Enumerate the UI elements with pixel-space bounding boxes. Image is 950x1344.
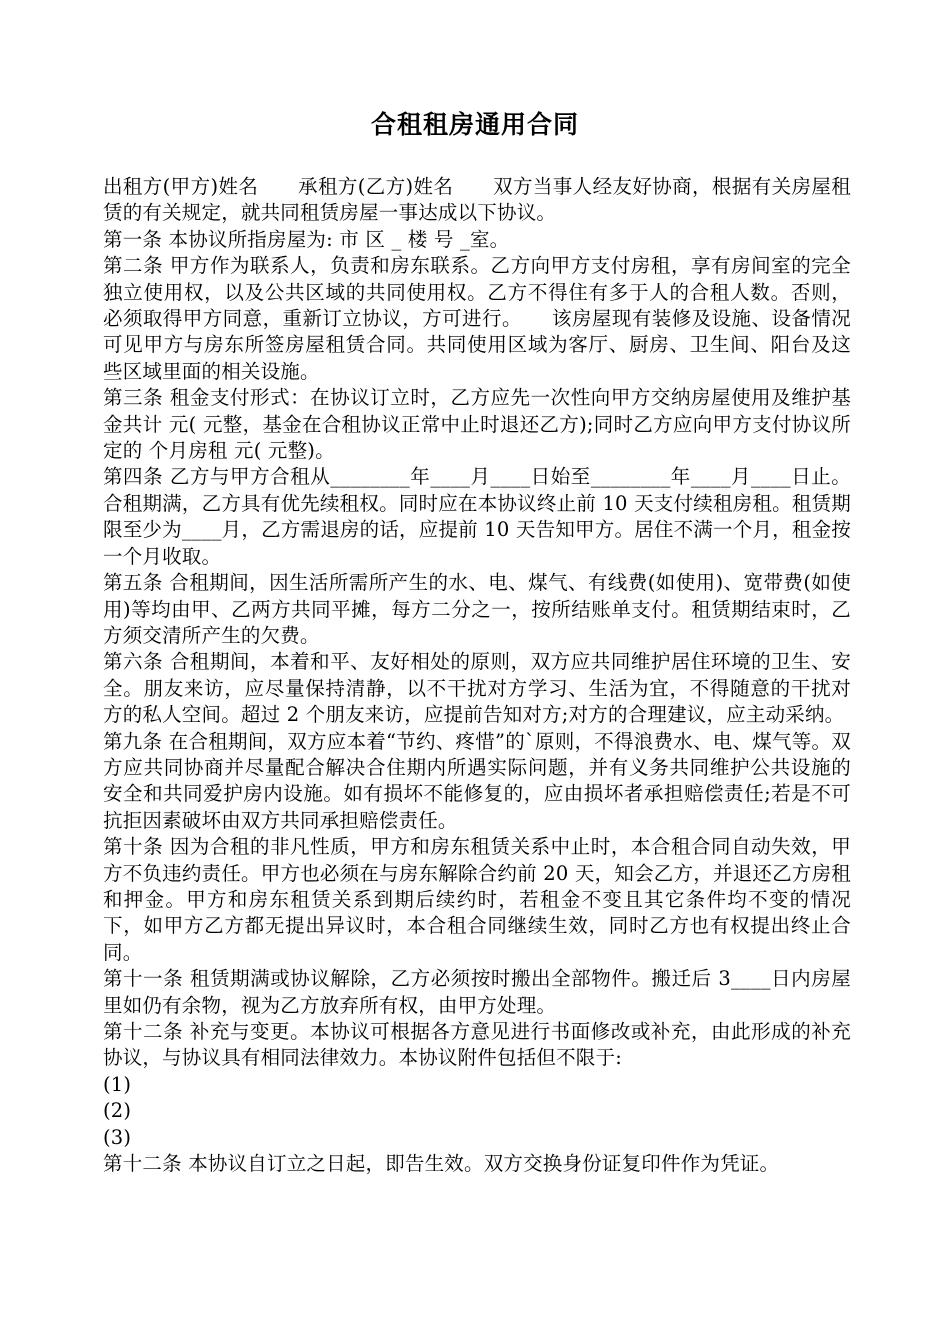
paragraph-article-5: 第五条 合租期间，因生活所需所产生的水、电、煤气、有线费(如使用)、宽带费(如使用)等均由甲、乙两方共同平摊，每方二分之一，按所结账单支付。租赁期结束时，乙方须交清所产生的欠费。 xyxy=(103,571,851,647)
paragraph-article-11: 第十一条 租赁期满或协议解除，乙方必须按时搬出全部物件。搬迁后 3____日内房屋里如仍有余物，视为乙方放弃所有权，由甲方处理。 xyxy=(103,967,851,1017)
paragraph-article-12: 第十二条 补充与变更。本协议可根据各方意见进行书面修改或补充，由此形成的补充协议，与协议具有相同法律效力。本协议附件包括但不限于: xyxy=(103,1020,851,1070)
paragraph-article-1: 第一条 本协议所指房屋为: 市 区 _ 楼 号 _室。 xyxy=(103,227,510,251)
document-title: 合租租房通用合同 xyxy=(370,110,579,139)
paragraph-article-4: 第四条 乙方与甲方合租从________年____月____日始至________年____月____日止。合租期满，乙方具有优先续租权。同时应在本协议终止前 10 天支付续租房租。租赁期限至少为____月，乙方需退房的话，应提前 10 天告知甲方。居住不满一个月，租金按一个月收取。 xyxy=(103,465,851,568)
paragraph-article-9: 第九条 在合租期间，双方应本着“节约、疼惜”的`原则，不得浪费水、电、煤气等。双方应共同协商并尽量配合解决合住期内所遇实际问题，并有义务共同维护公共设施的安全和共同爱护房内设施。如有损坏不能修复的，应由损坏者承担赔偿责任;若是不可抗拒因素破坏由双方共同承担赔偿责任。 xyxy=(103,729,851,832)
paragraph-article-2: 第二条 甲方作为联系人，负责和房东联系。乙方向甲方支付房租，享有房间室的完全独立使用权，以及公共区域的共同使用权。乙方不得住有多于人的合租人数。否则，必须取得甲方同意，重新订立协议，方可进行。 该房屋现有装修及设施、设备情况可见甲方与房东所签房屋租赁合同。共同使用区域为客厅、厨房、卫生间、阳台及这些区域里面的相关设施。 xyxy=(103,254,851,383)
paragraph-article-6: 第六条 合租期间，本着和平、友好相处的原则，双方应共同维护居住环境的卫生、安全。朋友来访，应尽量保持清静，以不干扰对方学习、生活为宜，不得随意的干扰对方的私人空间。超过 2 个朋友来访，应提前告知对方;对方的合理建议，应主动采纳。 xyxy=(103,650,851,727)
paragraph-article-3: 第三条 租金支付形式：在协议订立时，乙方应先一次性向甲方交纳房屋使用及维护基金共计 元( 元整，基金在合租协议正常中止时退还乙方);同时乙方应向甲方支付协议所定的 个月房租 元( 元整)。 xyxy=(103,386,851,463)
list-item-annex-3: (3) xyxy=(103,1125,132,1149)
paragraph-article-12-effective: 第十二条 本协议自订立之日起，即告生效。双方交换身份证复印件作为凭证。 xyxy=(103,1152,780,1176)
list-item-annex-1: (1) xyxy=(103,1072,132,1096)
paragraph-article-10: 第十条 因为合租的非凡性质，甲方和房东租赁关系中止时，本合租合同自动失效，甲方不负违约责任。甲方也必须在与房东解除合约前 20 天，知会乙方，并退还乙方房租和押金。甲方和房东租赁关系到期后续约时，若租金不变且其它条件均不变的情况下，如甲方乙方都无提出异议时，本合租合同继续生效，同时乙方也有权提出终止合同。 xyxy=(103,835,851,964)
document-body xyxy=(103,174,851,1177)
paragraph-parties: 出租方(甲方)姓名 承租方(乙方)姓名 双方当事人经友好协商，根据有关房屋租赁的有关规定，就共同租赁房屋一事达成以下协议。 xyxy=(103,175,851,225)
list-item-annex-2: (2) xyxy=(103,1099,132,1123)
